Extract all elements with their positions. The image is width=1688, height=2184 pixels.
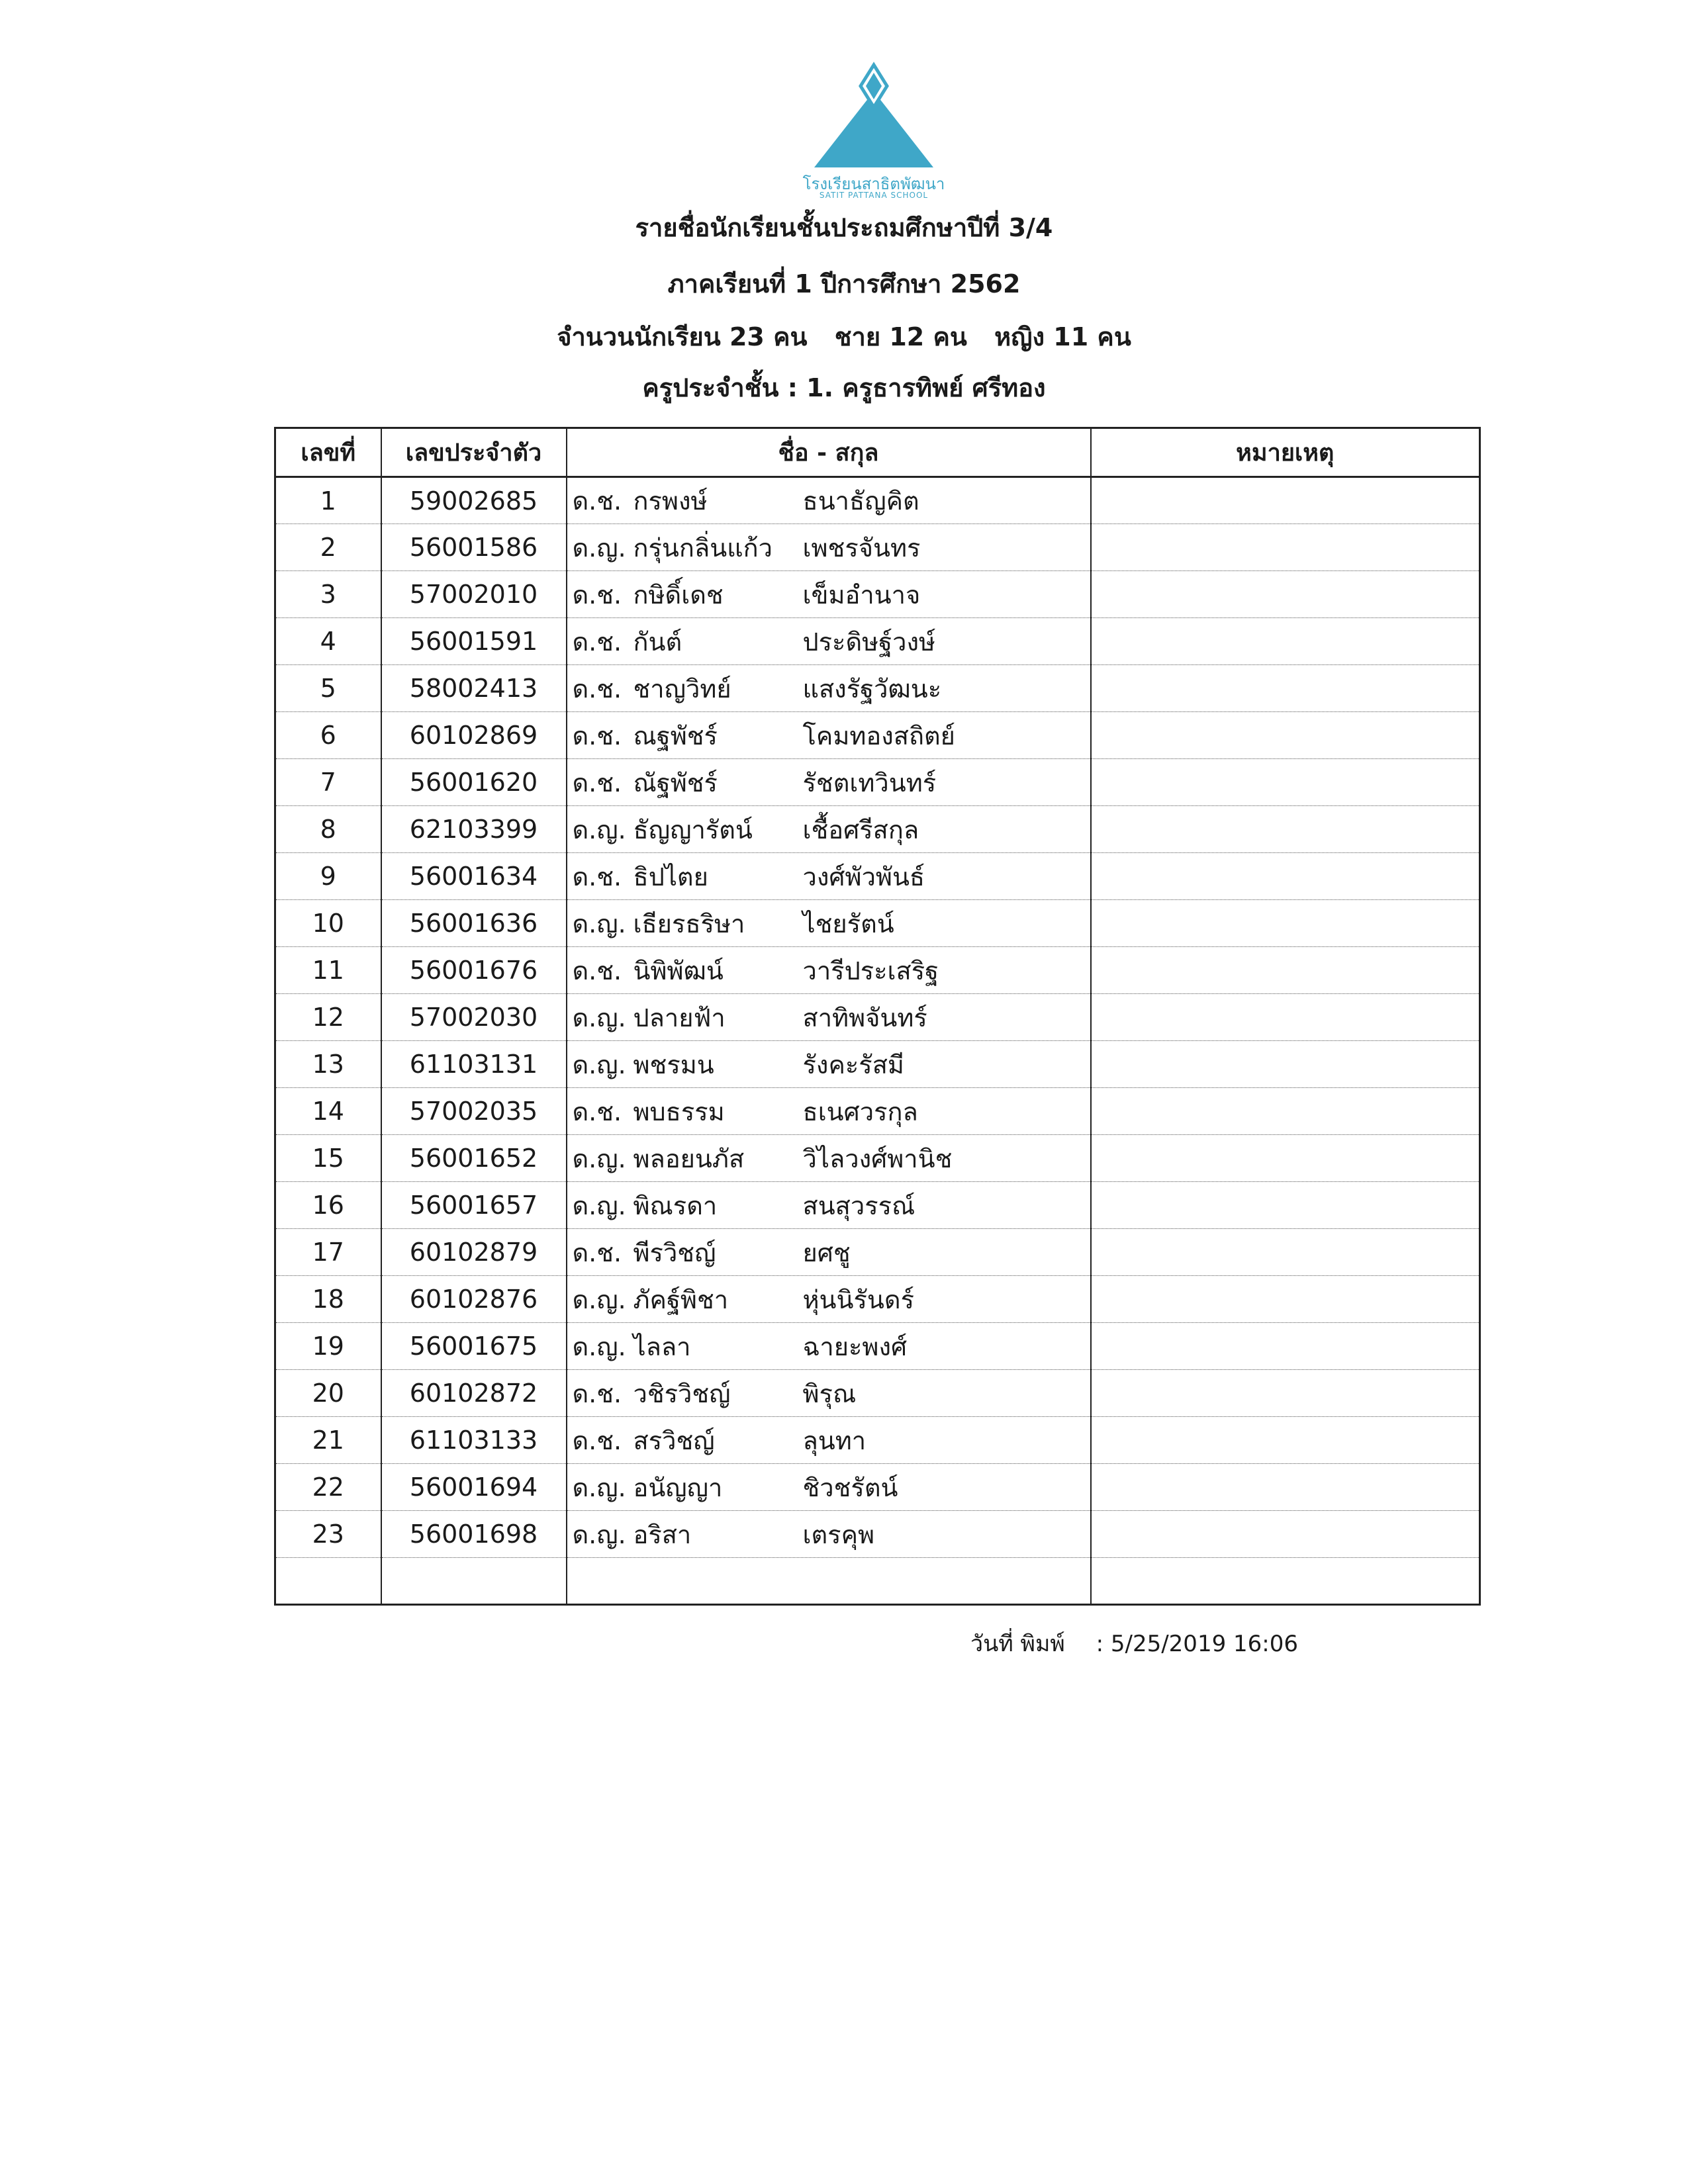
print-date-value: : 5/25/2019 16:06 bbox=[1096, 1631, 1298, 1657]
student-id: 59002685 bbox=[381, 477, 567, 524]
table-row bbox=[275, 665, 1480, 712]
student-id: 56001636 bbox=[381, 900, 567, 947]
first-name: ภัคฐ์พิชา bbox=[633, 1285, 729, 1314]
table-row bbox=[275, 712, 1480, 759]
student-id: 60102872 bbox=[381, 1370, 567, 1417]
school-logo bbox=[788, 58, 960, 201]
row-number: 21 bbox=[275, 1417, 381, 1464]
last-name: วงศ์พัวพันธ์ bbox=[802, 862, 925, 891]
table-row bbox=[275, 618, 1480, 665]
logo-text-th: โรงเรียนสาธิตพัฒนา bbox=[802, 175, 945, 193]
name-prefix: ด.ช. bbox=[572, 768, 622, 797]
last-name: ธนาธัญคิต bbox=[802, 486, 919, 516]
student-name bbox=[567, 853, 1091, 900]
student-name bbox=[567, 806, 1091, 853]
note bbox=[1091, 1276, 1480, 1323]
last-name: ฉายะพงศ์ bbox=[802, 1332, 908, 1361]
student-id: 56001694 bbox=[381, 1464, 567, 1511]
column-header-note: หมายเหตุ bbox=[1091, 428, 1480, 477]
first-name: ณฐพัชร์ bbox=[633, 721, 718, 751]
note bbox=[1091, 759, 1480, 806]
student-name bbox=[567, 994, 1091, 1041]
student-count-line bbox=[0, 316, 1688, 357]
student-name bbox=[567, 665, 1091, 712]
table-row bbox=[275, 1370, 1480, 1417]
student-id: 60102869 bbox=[381, 712, 567, 759]
student-name bbox=[567, 947, 1091, 994]
row-number: 1 bbox=[275, 477, 381, 524]
name-prefix: ด.ญ. bbox=[572, 815, 626, 844]
student-name bbox=[567, 1511, 1091, 1558]
last-name: ยศชู bbox=[802, 1238, 851, 1267]
last-name: เชื้อศรีสกุล bbox=[802, 815, 919, 844]
name-prefix: ด.ช. bbox=[572, 1426, 622, 1455]
table-row bbox=[275, 1511, 1480, 1558]
student-id: 56001676 bbox=[381, 947, 567, 994]
note bbox=[1091, 1511, 1480, 1558]
student-name bbox=[567, 712, 1091, 759]
blank-cell bbox=[567, 1558, 1091, 1605]
row-number: 3 bbox=[275, 571, 381, 618]
row-number: 19 bbox=[275, 1323, 381, 1370]
note bbox=[1091, 1464, 1480, 1511]
first-name: พิณรดา bbox=[633, 1191, 718, 1220]
first-name: เธียรธริษา bbox=[633, 909, 745, 938]
row-number: 22 bbox=[275, 1464, 381, 1511]
note bbox=[1091, 947, 1480, 994]
table-row bbox=[275, 1276, 1480, 1323]
note bbox=[1091, 477, 1480, 524]
student-id: 62103399 bbox=[381, 806, 567, 853]
name-prefix: ด.ญ. bbox=[572, 533, 626, 563]
student-name bbox=[567, 1182, 1091, 1229]
student-id: 57002035 bbox=[381, 1088, 567, 1135]
first-name: กรุ่นกลิ่นแก้ว bbox=[633, 533, 773, 563]
name-prefix: ด.ญ. bbox=[572, 1003, 626, 1032]
table-row bbox=[275, 1323, 1480, 1370]
name-prefix: ด.ญ. bbox=[572, 909, 626, 938]
table-row-blank bbox=[275, 1558, 1480, 1605]
first-name: กษิดิ์เดช bbox=[633, 580, 724, 610]
first-name: ณัฐพัชร์ bbox=[633, 768, 718, 797]
print-date bbox=[970, 1625, 1298, 1661]
first-name: พบธรรม bbox=[633, 1097, 725, 1126]
student-name bbox=[567, 1229, 1091, 1276]
note bbox=[1091, 1182, 1480, 1229]
name-prefix: ด.ญ. bbox=[572, 1285, 626, 1314]
name-prefix: ด.ญ. bbox=[572, 1191, 626, 1220]
last-name: รัชตเทวินทร์ bbox=[802, 768, 937, 797]
column-header-no: เลขที่ bbox=[275, 428, 381, 477]
row-number: 2 bbox=[275, 524, 381, 571]
note bbox=[1091, 524, 1480, 571]
row-number: 10 bbox=[275, 900, 381, 947]
name-prefix: ด.ญ. bbox=[572, 1473, 626, 1502]
first-name: กรพงษ์ bbox=[633, 486, 708, 516]
table-row bbox=[275, 1229, 1480, 1276]
row-number: 17 bbox=[275, 1229, 381, 1276]
row-number: 6 bbox=[275, 712, 381, 759]
student-id: 61103131 bbox=[381, 1041, 567, 1088]
note bbox=[1091, 853, 1480, 900]
table-row bbox=[275, 759, 1480, 806]
row-number: 7 bbox=[275, 759, 381, 806]
last-name: เข็มอำนาจ bbox=[802, 580, 921, 610]
table-row bbox=[275, 1088, 1480, 1135]
note bbox=[1091, 1041, 1480, 1088]
last-name: วารีประเสริฐ bbox=[802, 956, 939, 985]
note bbox=[1091, 994, 1480, 1041]
student-id: 56001620 bbox=[381, 759, 567, 806]
student-name bbox=[567, 618, 1091, 665]
blank-cell bbox=[381, 1558, 567, 1605]
note bbox=[1091, 665, 1480, 712]
student-table bbox=[274, 427, 1481, 1606]
row-number: 5 bbox=[275, 665, 381, 712]
student-name bbox=[567, 1088, 1091, 1135]
note bbox=[1091, 1135, 1480, 1182]
note bbox=[1091, 571, 1480, 618]
table-row bbox=[275, 477, 1480, 524]
count-female: หญิง 11 คน bbox=[994, 322, 1131, 351]
student-name bbox=[567, 1464, 1091, 1511]
teacher-line: ครูประจำชั้น : 1. ครูธารทิพย์ ศรีทอง bbox=[642, 373, 1046, 402]
row-number: 9 bbox=[275, 853, 381, 900]
student-id: 56001698 bbox=[381, 1511, 567, 1558]
student-name bbox=[567, 900, 1091, 947]
print-date-label: วันที่ พิมพ์ bbox=[970, 1631, 1065, 1657]
student-id: 57002030 bbox=[381, 994, 567, 1041]
first-name: ไลลา bbox=[633, 1332, 691, 1361]
blank-cell bbox=[1091, 1558, 1480, 1605]
student-id: 57002010 bbox=[381, 571, 567, 618]
first-name: กันต์ bbox=[633, 627, 682, 657]
note bbox=[1091, 1229, 1480, 1276]
row-number: 14 bbox=[275, 1088, 381, 1135]
first-name: อริสา bbox=[633, 1520, 692, 1549]
first-name: นิพิพัฒน์ bbox=[633, 956, 724, 985]
row-number: 11 bbox=[275, 947, 381, 994]
student-name bbox=[567, 1370, 1091, 1417]
name-prefix: ด.ญ. bbox=[572, 1050, 626, 1079]
column-header-id: เลขประจำตัว bbox=[381, 428, 567, 477]
last-name: ลุนทา bbox=[802, 1426, 867, 1455]
last-name: เตรคุพ bbox=[802, 1520, 875, 1549]
name-prefix: ด.ญ. bbox=[572, 1520, 626, 1549]
row-number: 18 bbox=[275, 1276, 381, 1323]
first-name: ปลายฟ้า bbox=[633, 1003, 726, 1032]
row-number: 15 bbox=[275, 1135, 381, 1182]
last-name: ธเนศวรกุล bbox=[802, 1097, 918, 1126]
name-prefix: ด.ช. bbox=[572, 674, 622, 704]
table-row bbox=[275, 947, 1480, 994]
student-name bbox=[567, 477, 1091, 524]
last-name: สนสุวรรณ์ bbox=[802, 1191, 915, 1220]
last-name: รังคะรัสมี bbox=[802, 1050, 904, 1079]
logo-text-en: SATIT PATTANA SCHOOL bbox=[819, 191, 929, 200]
student-id: 58002413 bbox=[381, 665, 567, 712]
table-row bbox=[275, 900, 1480, 947]
name-prefix: ด.ช. bbox=[572, 580, 622, 610]
note bbox=[1091, 618, 1480, 665]
last-name: หุ่นนิรันดร์ bbox=[802, 1285, 914, 1314]
student-id: 56001657 bbox=[381, 1182, 567, 1229]
name-prefix: ด.ช. bbox=[572, 627, 622, 657]
note bbox=[1091, 1370, 1480, 1417]
first-name: วชิรวิชญ์ bbox=[633, 1379, 731, 1408]
table-row bbox=[275, 994, 1480, 1041]
last-name: แสงรัฐวัฒนะ bbox=[802, 674, 942, 704]
table-row bbox=[275, 571, 1480, 618]
student-id: 56001586 bbox=[381, 524, 567, 571]
table-header-row bbox=[275, 428, 1480, 477]
first-name: พชรมน bbox=[633, 1050, 714, 1079]
row-number: 13 bbox=[275, 1041, 381, 1088]
student-name bbox=[567, 1135, 1091, 1182]
student-name bbox=[567, 1417, 1091, 1464]
count-male: ชาย 12 คน bbox=[834, 322, 967, 351]
note bbox=[1091, 806, 1480, 853]
student-id: 56001591 bbox=[381, 618, 567, 665]
row-number: 4 bbox=[275, 618, 381, 665]
first-name: ธัญญารัตน์ bbox=[633, 815, 753, 844]
page-title: รายชื่อนักเรียนชั้นประถมศึกษาปีที่ 3/4 bbox=[635, 213, 1053, 242]
last-name: ประดิษฐ์วงษ์ bbox=[802, 627, 936, 657]
table-row bbox=[275, 1464, 1480, 1511]
table-row bbox=[275, 1417, 1480, 1464]
row-number: 12 bbox=[275, 994, 381, 1041]
first-name: พีรวิชญ์ bbox=[633, 1238, 716, 1267]
table-row bbox=[275, 1135, 1480, 1182]
first-name: ชาญวิทย์ bbox=[633, 674, 731, 704]
name-prefix: ด.ช. bbox=[572, 1097, 622, 1126]
table-row bbox=[275, 806, 1480, 853]
student-id: 56001675 bbox=[381, 1323, 567, 1370]
student-id: 61103133 bbox=[381, 1417, 567, 1464]
name-prefix: ด.ช. bbox=[572, 862, 622, 891]
student-name bbox=[567, 571, 1091, 618]
column-header-name: ชื่อ - สกุล bbox=[567, 428, 1091, 477]
row-number: 23 bbox=[275, 1511, 381, 1558]
table-row bbox=[275, 1182, 1480, 1229]
table-row bbox=[275, 1041, 1480, 1088]
student-id: 56001652 bbox=[381, 1135, 567, 1182]
student-name bbox=[567, 524, 1091, 571]
last-name: ไชยรัตน์ bbox=[802, 909, 894, 938]
last-name: สาทิพจันทร์ bbox=[802, 1003, 927, 1032]
name-prefix: ด.ช. bbox=[572, 721, 622, 751]
last-name: โคมทองสถิตย์ bbox=[802, 721, 955, 751]
first-name: อนัญญา bbox=[633, 1473, 723, 1502]
note bbox=[1091, 900, 1480, 947]
last-name: วิไลวงศ์พานิช bbox=[802, 1144, 953, 1173]
table-row bbox=[275, 524, 1480, 571]
student-name bbox=[567, 1041, 1091, 1088]
note bbox=[1091, 1088, 1480, 1135]
student-id: 56001634 bbox=[381, 853, 567, 900]
school-logo-icon bbox=[788, 58, 960, 169]
note bbox=[1091, 712, 1480, 759]
row-number: 8 bbox=[275, 806, 381, 853]
name-prefix: ด.ญ. bbox=[572, 1144, 626, 1173]
student-name bbox=[567, 1323, 1091, 1370]
note bbox=[1091, 1417, 1480, 1464]
name-prefix: ด.ช. bbox=[572, 1379, 622, 1408]
first-name: สรวิชญ์ bbox=[633, 1426, 715, 1455]
row-number: 16 bbox=[275, 1182, 381, 1229]
student-name bbox=[567, 1276, 1091, 1323]
blank-cell bbox=[275, 1558, 381, 1605]
student-id: 60102876 bbox=[381, 1276, 567, 1323]
student-name bbox=[567, 759, 1091, 806]
student-id: 60102879 bbox=[381, 1229, 567, 1276]
name-prefix: ด.ช. bbox=[572, 486, 622, 516]
note bbox=[1091, 1323, 1480, 1370]
last-name: ชิวชรัตน์ bbox=[802, 1473, 898, 1502]
name-prefix: ด.ญ. bbox=[572, 1332, 626, 1361]
first-name: ธิปไตย bbox=[633, 862, 708, 891]
last-name: พิรุณ bbox=[802, 1379, 857, 1408]
row-number: 20 bbox=[275, 1370, 381, 1417]
first-name: พลอยนภัส bbox=[633, 1144, 745, 1173]
count-total: จำนวนนักเรียน 23 คน bbox=[557, 322, 808, 351]
name-prefix: ด.ช. bbox=[572, 1238, 622, 1267]
name-prefix: ด.ช. bbox=[572, 956, 622, 985]
term-line: ภาคเรียนที่ 1 ปีการศึกษา 2562 bbox=[667, 269, 1021, 298]
table-row bbox=[275, 853, 1480, 900]
last-name: เพชรจันทร bbox=[802, 533, 921, 563]
